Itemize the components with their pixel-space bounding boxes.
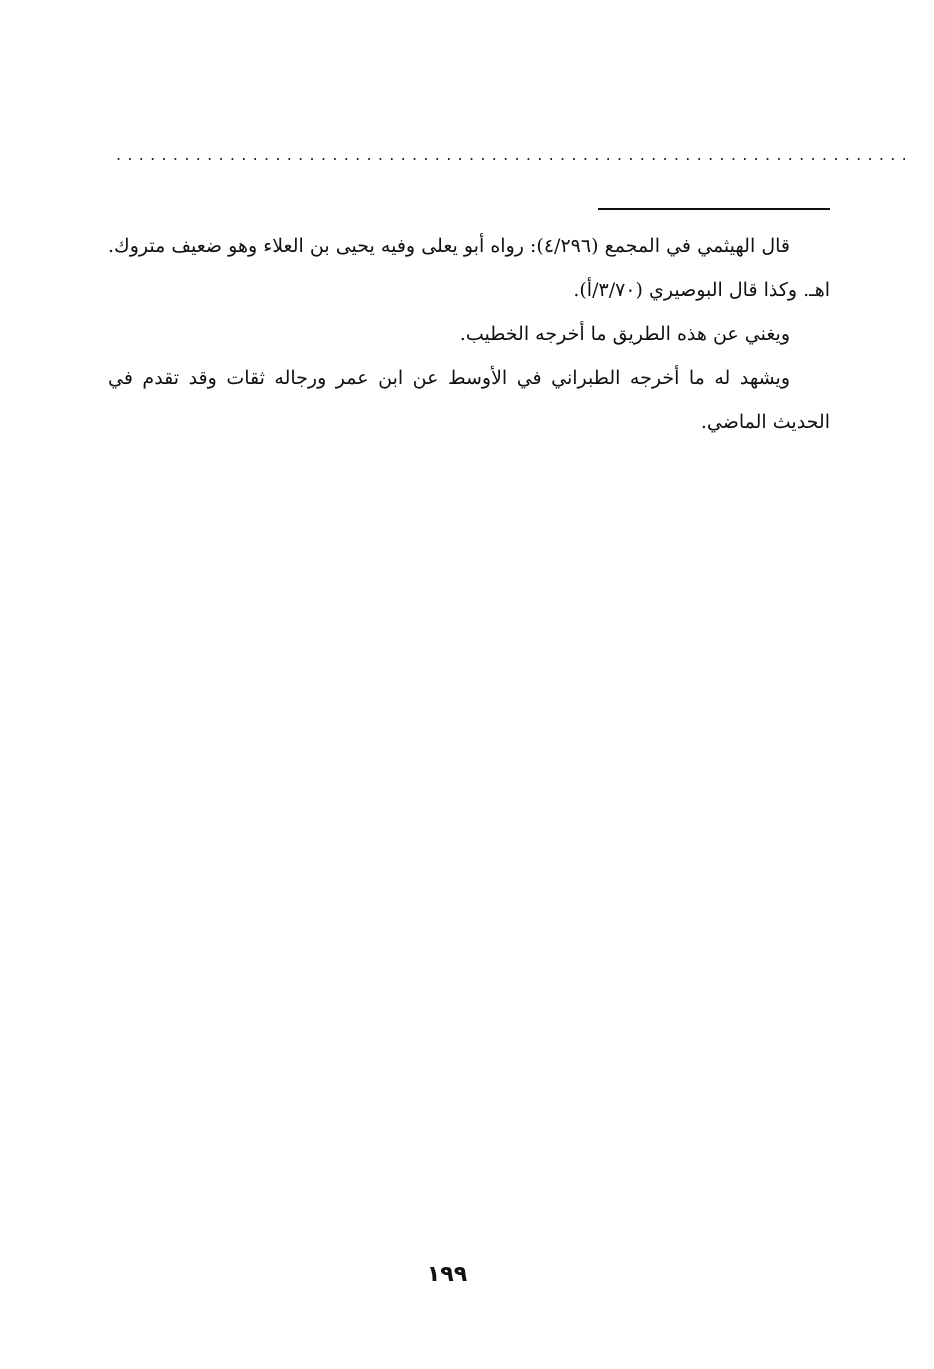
footnote-rule (598, 208, 830, 210)
page-number: ١٩٩ (426, 1262, 468, 1287)
dotted-separator: ...................................................................... (116, 145, 914, 164)
footnotes-block (108, 224, 830, 444)
footnote-paragraph-3: ويشهد له ما أخرجه الطبراني في الأوسط عن ابن عمر ورجاله ثقات وقد تقدم في الحديث الماضي. (108, 367, 830, 433)
footnote-paragraph-1: قال الهيثمي في المجمع (٤/٢٩٦): رواه أبو يعلى وفيه يحيى بن العلاء وهو ضعيف متروك. اهـ. وكذا قال البوصيري (٣/٧٠/أ). (108, 235, 830, 301)
footnote-paragraph-2: ويغني عن هذه الطريق ما أخرجه الخطيب. (459, 323, 790, 345)
